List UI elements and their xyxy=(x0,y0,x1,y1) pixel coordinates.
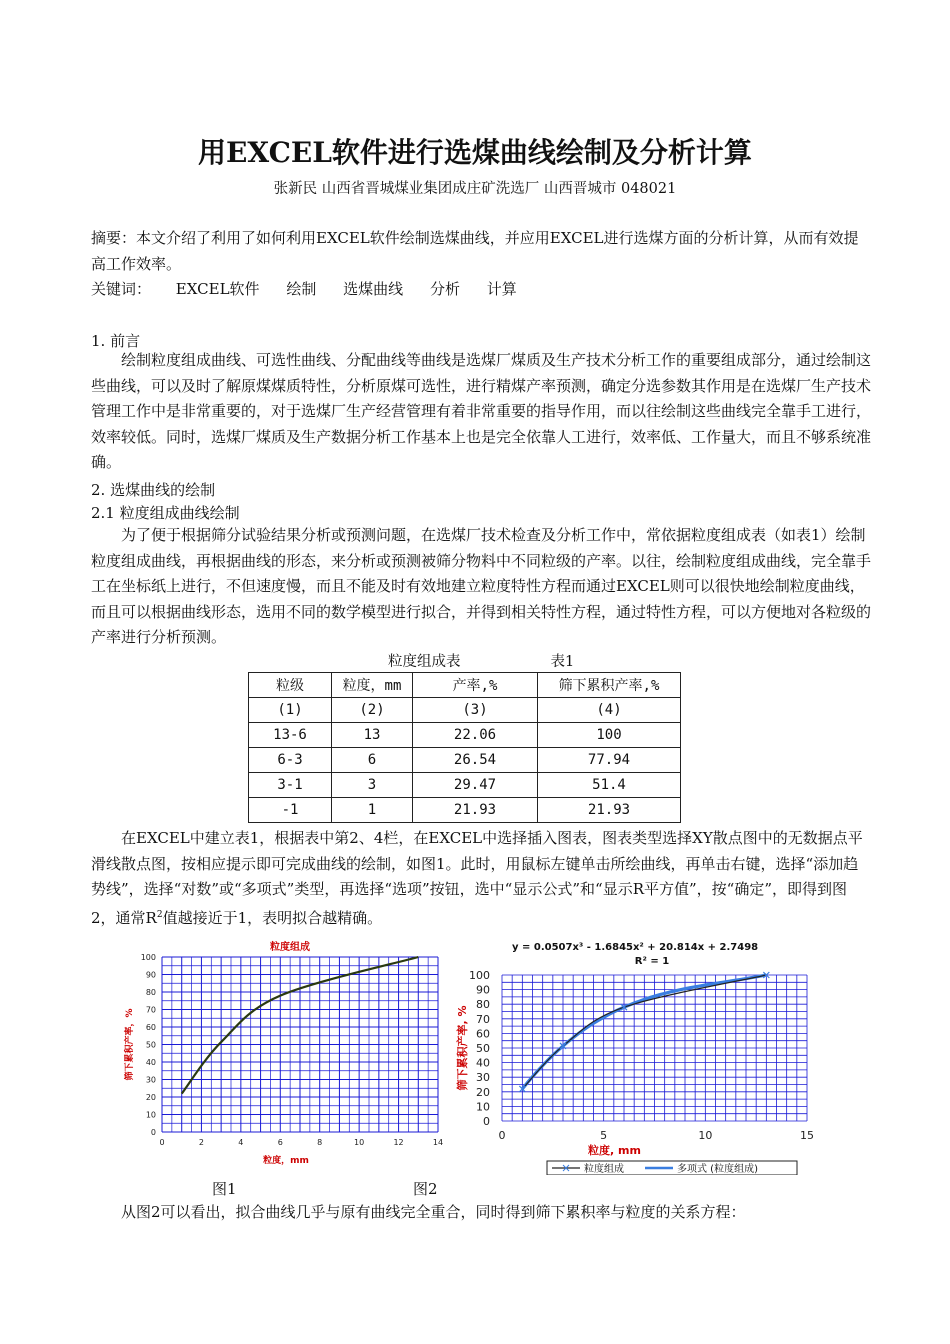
y-tick-label: 10 xyxy=(145,1110,156,1120)
trendline-equation: y = 0.0507x³ - 1.6845x² + 20.814x + 2.7498 xyxy=(512,942,759,953)
table-header-cell: 粒度，mm xyxy=(332,673,413,698)
y-tick-label: 20 xyxy=(145,1093,156,1102)
y-tick-label: 90 xyxy=(476,983,490,997)
table-cell: 3-1 xyxy=(249,773,332,798)
table-cell: 6-3 xyxy=(249,748,332,773)
table-cell: 100 xyxy=(538,723,681,748)
table-row xyxy=(249,698,681,723)
figure-1-caption: 图1 xyxy=(212,1180,237,1198)
closing-line: 从图2可以看出，拟合曲线几乎与原有曲线完全重合，同时得到筛下累积率与粒度的关系方程： xyxy=(121,1203,746,1221)
y-tick-label: 70 xyxy=(145,1005,156,1015)
keyword-item: 分析 xyxy=(429,280,460,298)
section-2-1-heading: 2.1 粒度组成曲线绘制 xyxy=(91,504,240,522)
table-cell: (3) xyxy=(413,698,538,723)
superscript-2: 2 xyxy=(156,909,163,920)
legend-label: 多项式 (粒度组成) xyxy=(677,1164,758,1175)
table-cell: 3 xyxy=(332,773,413,798)
y-tick-label: 50 xyxy=(145,1040,156,1050)
y-tick-label: 50 xyxy=(476,1042,490,1055)
y-tick-label: 60 xyxy=(476,1027,490,1041)
particle-size-table xyxy=(248,672,681,823)
keywords-line xyxy=(91,277,871,303)
table-title: 粒度组成表 xyxy=(388,654,461,670)
y-tick-label: 80 xyxy=(145,988,156,997)
table-cell: 51.4 xyxy=(538,773,681,798)
x-tick-label: 0 xyxy=(498,1129,506,1142)
r-squared-label: R² = 1 xyxy=(634,956,670,967)
figure-2-chart xyxy=(452,937,824,1175)
author-line: 张新民 山西省晋城煤业集团成庄矿洗选厂 山西晋城市 048021 xyxy=(273,181,677,197)
table-cell: 6 xyxy=(332,748,413,773)
table-cell: (1) xyxy=(249,698,332,723)
table-cell: 26.54 xyxy=(413,748,538,773)
x-tick-label: 4 xyxy=(238,1138,244,1147)
section-2-1-body: 为了便于根据筛分试验结果分析或预测问题，在选煤厂技术检查及分析工作中，常依据粒度组成表（如表1）绘制粒度组成曲线，再根据曲线的形态，来分析或预测被筛分物料中不同粒级的产率。以往，绘制粒度组成曲线，完全靠手工在坐标纸上进行，不但速度慢，而且不能及时有效地建立粒度特性方程而通过EXCEL则可以很快地绘制粒度曲线，而且可以根据曲线形态，选用不同的数学模型进行拟合，并得到相关特性方程，通过特性方程，可以方便地对各粒级的产率进行分析预测。 xyxy=(91,526,872,647)
figure-intro-text-end: 值越接近于1，表明拟合越精确。 xyxy=(162,908,383,927)
y-tick-label: 60 xyxy=(145,1023,156,1032)
x-tick-label: 14 xyxy=(432,1138,444,1147)
y-tick-label: 80 xyxy=(476,998,490,1012)
y-tick-label: 70 xyxy=(476,1012,490,1026)
keyword-item: 绘制 xyxy=(286,280,317,298)
y-axis-label: 筛下累积产率, % xyxy=(456,1005,469,1091)
table-cell: (2) xyxy=(332,698,413,723)
y-tick-label: 90 xyxy=(145,970,156,980)
y-tick-label: 0 xyxy=(483,1115,490,1128)
chart-title: 粒度组成 xyxy=(270,942,310,953)
table-cell: 22.06 xyxy=(413,723,538,748)
y-tick-label: 40 xyxy=(145,1058,156,1067)
figure-2-caption: 图2 xyxy=(413,1180,438,1198)
table-cell: 13 xyxy=(332,723,413,748)
y-tick-label: 30 xyxy=(476,1071,490,1085)
table-cell: -1 xyxy=(249,798,332,823)
table-header-row xyxy=(249,673,681,698)
x-tick-label: 15 xyxy=(800,1129,814,1142)
table-cell: 13-6 xyxy=(249,723,332,748)
paper-title: 用EXCEL软件进行选煤曲线绘制及分析计算 xyxy=(198,136,752,169)
table-row xyxy=(249,723,681,748)
keyword-item: 选煤曲线 xyxy=(343,280,404,298)
legend-label: 粒度组成 xyxy=(584,1164,624,1175)
y-tick-label: 100 xyxy=(469,969,490,982)
y-tick-label: 40 xyxy=(476,1056,490,1070)
y-tick-label: 20 xyxy=(476,1085,490,1099)
x-tick-label: 0 xyxy=(159,1138,165,1147)
table-header-cell: 产率,% xyxy=(413,673,538,698)
table-cell: 1 xyxy=(332,798,413,823)
table-row xyxy=(249,773,681,798)
table-row xyxy=(249,748,681,773)
section-1-heading: 1. 前言 xyxy=(91,332,141,350)
section-1-body: 绘制粒度组成曲线、可选性曲线、分配曲线等曲线是选煤厂煤质及生产技术分析工作的重要组成部分，通过绘制这些曲线，可以及时了解原煤煤质特性，分析原煤可选性，进行精煤产率预测，确定分选参数其作用是在选煤厂生产技术管理工作中是非常重要的，对于选煤厂生产经营管理有着非常重要的指导作用，而以往绘制这些曲线完全靠手工进行，效率较低。同时，选煤厂煤质及生产数据分析工作基本上也是完全依靠人工进行，效率低、工作量大，而且不够系统准确。 xyxy=(91,351,872,472)
abstract: 摘要：本文介绍了利用了如何利用EXCEL软件绘制选煤曲线，并应用EXCEL进行选煤方面的分析计算，从而有效提高工作效率。 xyxy=(91,229,859,273)
keyword-item: 计算 xyxy=(486,280,517,298)
table-cell: (4) xyxy=(538,698,681,723)
x-tick-label: 10 xyxy=(698,1129,713,1142)
figure-1-chart xyxy=(118,937,452,1173)
x-axis-label: 粒度, mm xyxy=(588,1144,641,1157)
x-tick-label: 5 xyxy=(600,1129,608,1142)
table-header-cell: 粒级 xyxy=(249,673,332,698)
table-cell: 21.93 xyxy=(413,798,538,823)
x-tick-label: 2 xyxy=(198,1138,204,1147)
y-tick-label: 100 xyxy=(140,953,156,962)
y-axis-label: 筛下累积产率，% xyxy=(125,1008,135,1081)
table-row xyxy=(249,798,681,823)
table-caption xyxy=(388,650,574,671)
section-2-heading: 2. 选煤曲线的绘制 xyxy=(91,481,216,499)
table-number: 表1 xyxy=(550,654,575,670)
table-cell: 29.47 xyxy=(413,773,538,798)
figure-intro-text: 在EXCEL中建立表1，根据表中第2、4栏，在EXCEL中选择插入图表，图表类型选择XY散点图中的无数据点平滑线散点图，按相应提示即可完成曲线的绘制，如图1。此时，用鼠标左键单击所绘曲线，再单击右键，选择“添加趋势线”，选择“对数”或“多项式”类型，再选择“选项”按钮，选中“显示公式”和“显示R平方值”，按“确定”，即得到图2，通常R xyxy=(91,829,863,927)
x-axis-label: 粒度，mm xyxy=(263,1156,309,1166)
table-cell: 21.93 xyxy=(538,798,681,823)
y-tick-label: 0 xyxy=(150,1128,156,1137)
figure-intro-paragraph xyxy=(91,826,871,931)
x-tick-label: 6 xyxy=(277,1138,283,1147)
keywords-label: 关键词： xyxy=(91,280,152,298)
y-tick-label: 10 xyxy=(476,1100,490,1114)
table-cell: 77.94 xyxy=(538,748,681,773)
keyword-item: EXCEL软件 xyxy=(175,280,260,298)
x-tick-label: 8 xyxy=(317,1138,323,1147)
y-tick-label: 30 xyxy=(145,1075,156,1085)
x-tick-label: 10 xyxy=(354,1138,365,1147)
table-header-cell: 筛下累积产率,% xyxy=(538,673,681,698)
x-tick-label: 12 xyxy=(393,1138,404,1147)
